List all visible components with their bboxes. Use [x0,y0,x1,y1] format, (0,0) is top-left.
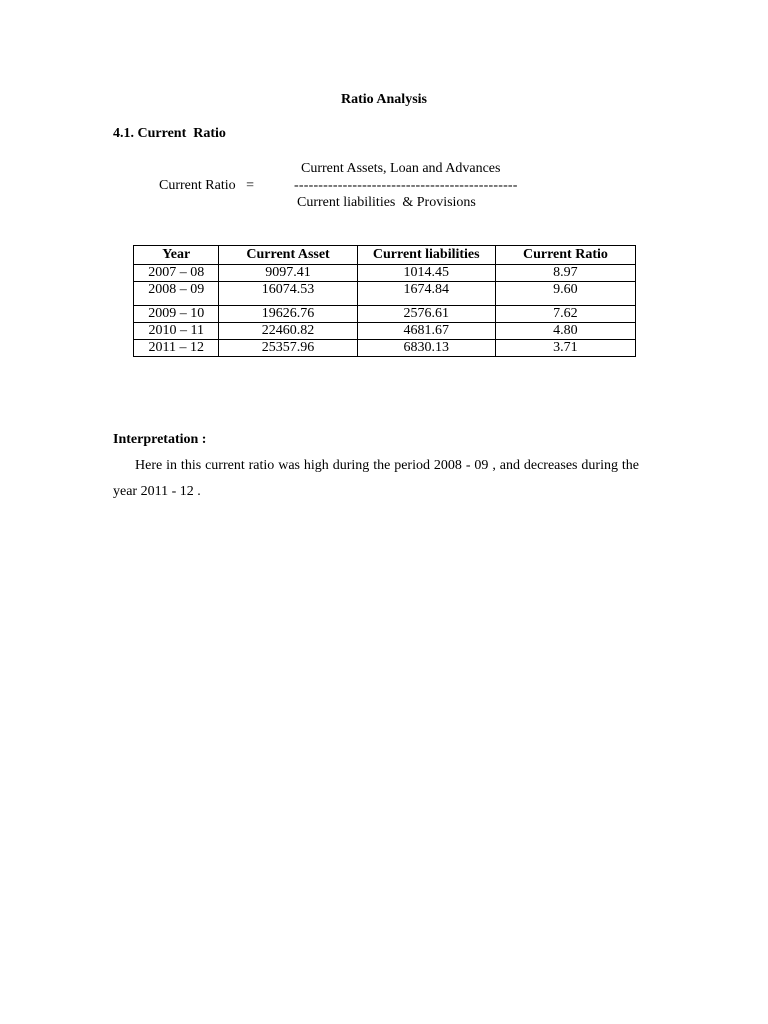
formula-numerator: Current Assets, Loan and Advances [301,161,501,176]
page-title: Ratio Analysis [341,92,427,107]
cell-current-asset: 9097.41 [219,265,357,282]
table-row [134,282,636,306]
header-current-liabilities: Current liabilities [357,246,495,265]
cell-current-asset: 22460.82 [219,323,357,340]
cell-year: 2008 – 09 [134,282,219,306]
cell-year: 2009 – 10 [134,306,219,323]
table-row [134,323,636,340]
table-header-row [134,246,636,265]
cell-current-liabilities: 4681.67 [357,323,495,340]
cell-current-asset: 25357.96 [219,340,357,357]
cell-year: 2007 – 08 [134,265,219,282]
cell-year: 2011 – 12 [134,340,219,357]
cell-current-liabilities: 2576.61 [357,306,495,323]
cell-current-liabilities: 6830.13 [357,340,495,357]
header-year: Year [134,246,219,265]
table-row [134,340,636,357]
header-current-ratio: Current Ratio [495,246,635,265]
cell-current-ratio: 4.80 [495,323,635,340]
formula-divider: ---------------------------------------------- [294,178,518,193]
header-current-asset: Current Asset [219,246,357,265]
cell-current-ratio: 7.62 [495,306,635,323]
cell-current-asset: 19626.76 [219,306,357,323]
formula-denominator: Current liabilities & Provisions [297,195,476,210]
cell-year: 2010 – 11 [134,323,219,340]
cell-current-liabilities: 1014.45 [357,265,495,282]
interpretation-heading: Interpretation : [113,432,207,447]
table-row [134,306,636,323]
cell-current-ratio: 8.97 [495,265,635,282]
current-ratio-table [133,245,636,357]
table-row [134,265,636,282]
cell-current-liabilities: 1674.84 [357,282,495,306]
cell-current-ratio: 3.71 [495,340,635,357]
section-heading: 4.1. Current Ratio [113,126,226,141]
cell-current-asset: 16074.53 [219,282,357,306]
formula-lhs: Current Ratio = [159,178,254,193]
interpretation-text: Here in this current ratio was high during the period 2008 - 09 , and decreases during the year 2011 - 12 . [113,458,639,499]
cell-current-ratio: 9.60 [495,282,635,306]
